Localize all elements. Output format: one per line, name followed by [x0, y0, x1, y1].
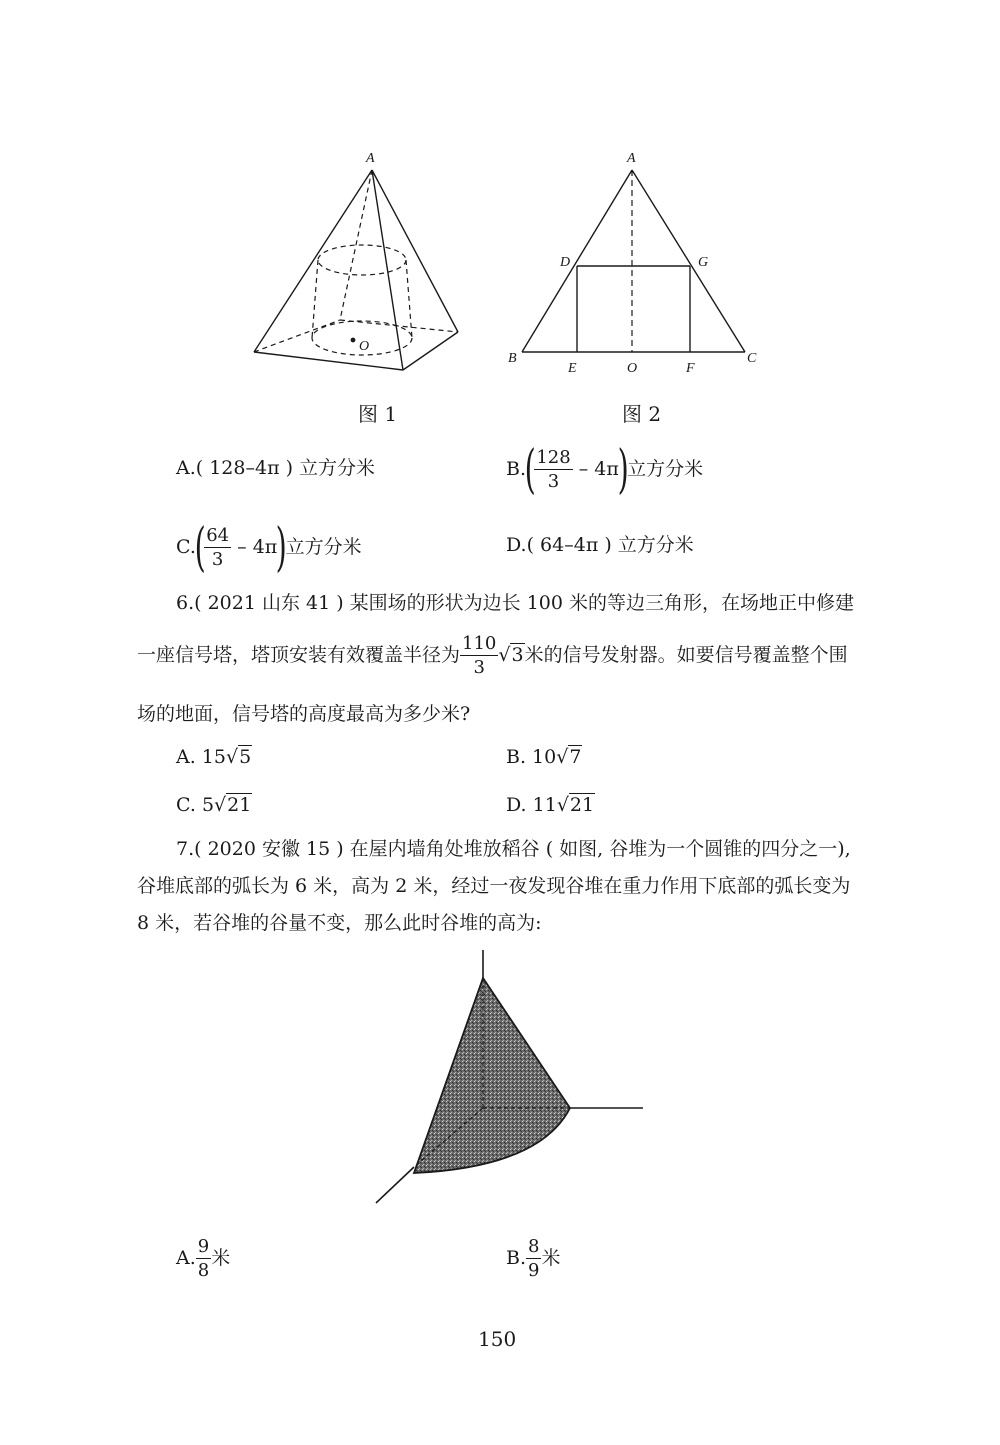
q5-option-d: D.( 64–4π ) 立方分米: [506, 534, 694, 556]
fig2-label-a: A: [627, 151, 636, 166]
figure-2-caption: 图 2: [622, 402, 662, 426]
q7-option-b: B. $\frac{8}{9}$ 米: [506, 1236, 561, 1281]
q6-option-a: A. 15√5: [176, 746, 252, 768]
fig2-label-e: E: [568, 361, 577, 376]
figure-1-pyramid: [240, 140, 480, 385]
q6-option-b: B. 10√7: [506, 746, 582, 768]
q6-option-d: D. 11√21: [506, 794, 595, 816]
fig1-label-a: A: [366, 151, 375, 166]
q6-line-3: 场的地面，信号塔的高度最高为多少米?: [137, 703, 471, 725]
page-number: 150: [478, 1327, 517, 1351]
fig2-label-g: G: [698, 255, 709, 270]
q7-line-2: 谷堆底部的弧长为 6 米，高为 2 米，经过一夜发现谷堆在重力作用下底部的弧长变为: [137, 875, 851, 897]
fig2-label-b: B: [508, 351, 517, 366]
q6-option-c: C. 5√21: [176, 794, 252, 816]
q7-line-3: 8 米，若谷堆的谷量不变，那么此时谷堆的高为:: [137, 912, 542, 934]
q5-option-c: C.( $\frac{64}{3}$ – 4π)立方分米: [176, 518, 362, 578]
fig2-label-o: O: [627, 361, 638, 376]
q6-line-1: 6.( 2021 山东 41 ) 某围场的形状为边长 100 米的等边三角形，在场地正中修建: [176, 592, 855, 614]
figure-2-cross-section: [500, 140, 770, 385]
fig2-label-f: F: [686, 361, 695, 376]
q7-option-a: A. $\frac{9}{8}$ 米: [176, 1236, 231, 1281]
figure-3-grain-heap: [370, 945, 660, 1215]
figure-1-caption: 图 1: [358, 402, 398, 426]
q5-option-b: B.( $\frac{128}{3}$ – 4π)立方分米: [506, 440, 704, 500]
fig1-label-o: O: [359, 339, 370, 354]
fig2-label-c: C: [747, 351, 757, 366]
q6-line-2: 一座信号塔，塔顶安装有效覆盖半径为 $\frac{110}{3}$ √3米的信号发射器。如要信号覆盖整个围: [137, 633, 848, 678]
fig2-label-d: D: [560, 255, 571, 270]
q5-option-a: A.( 128–4π ) 立方分米: [176, 457, 376, 479]
q7-line-1: 7.( 2020 安徽 15 ) 在屋内墙角处堆放稻谷 ( 如图, 谷堆为一个圆锥的四分之一),: [176, 838, 851, 860]
